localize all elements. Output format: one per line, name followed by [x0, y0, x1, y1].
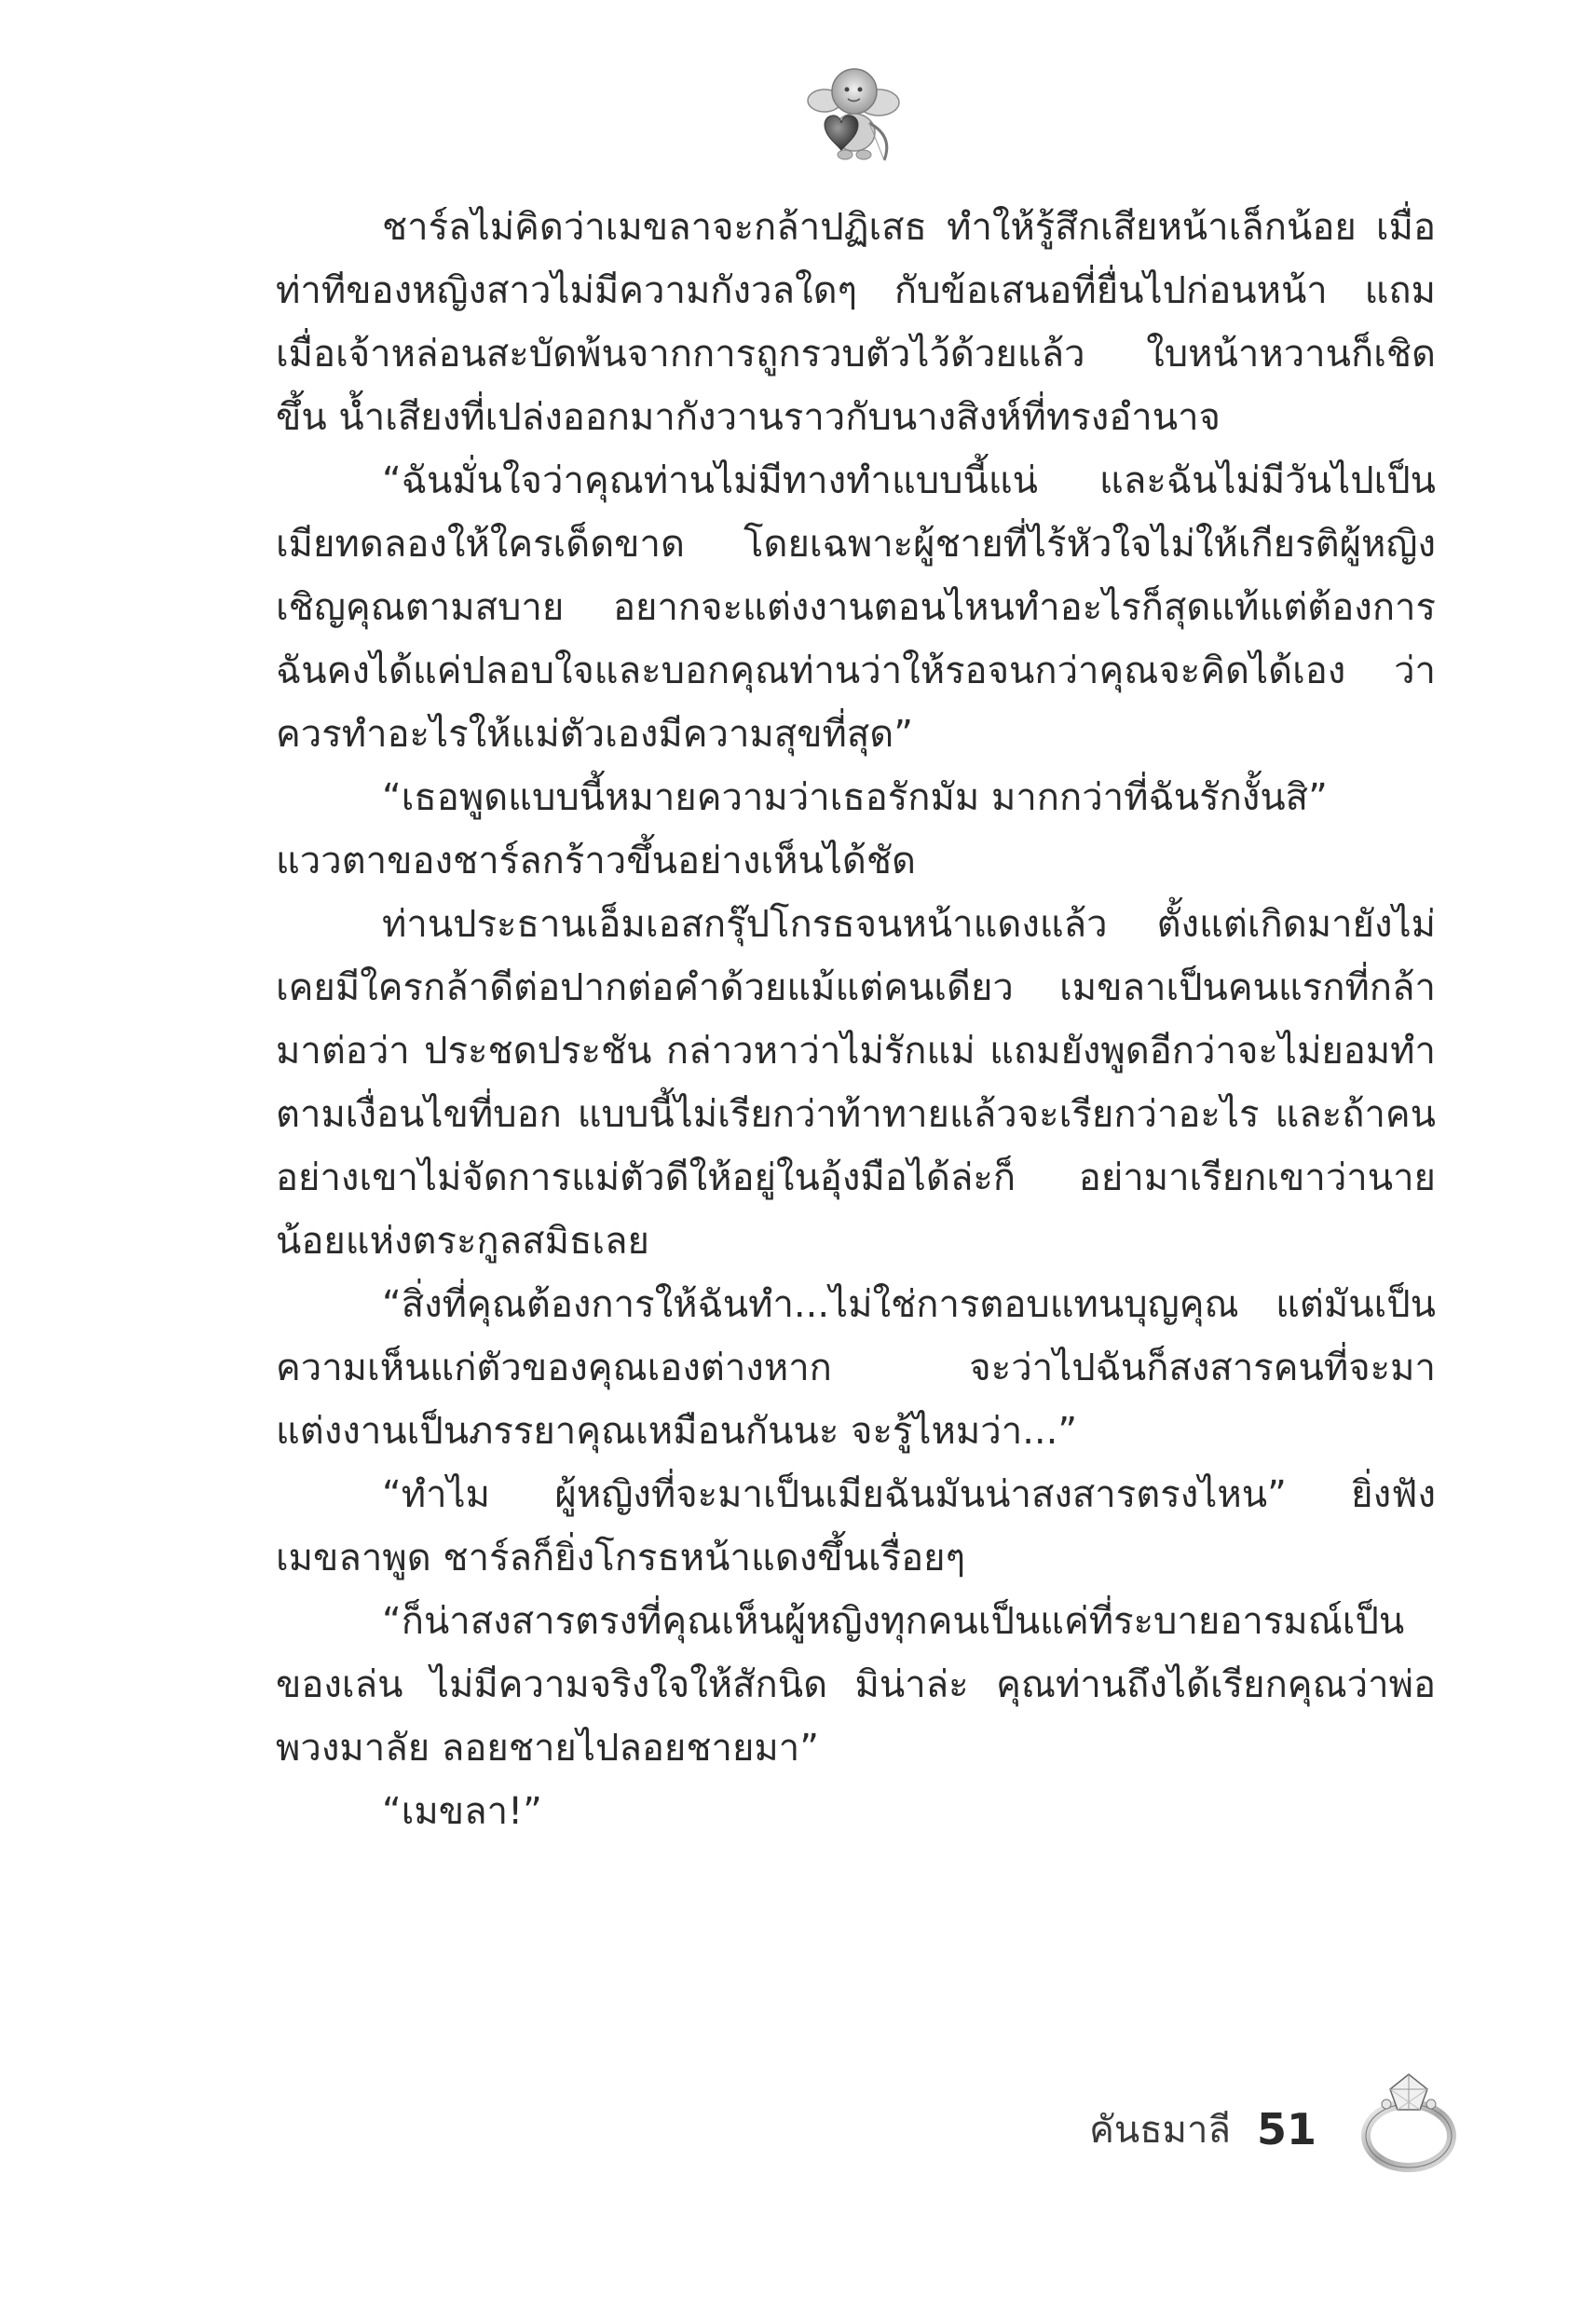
paragraph: “ฉันมั่นใจว่าคุณท่านไม่มีทางทำแบบนี้แน่ และฉันไม่มีวันไปเป็นเมียทดลองให้ใครเด็ดขาด โดยเฉพาะผู้ชายที่ไร้หัวใจไม่ให้เกียรติผู้หญิง เชิญคุณตามสบาย อยากจะแต่งงานตอนไหนทำอะไรก็สุดแท้แต่ต้องการ ฉันคงได้แค่ปลอบใจและบอกคุณท่านว่าให้รอจนกว่าคุณจะคิดได้เอง ว่าควรทำอะไรให้แม่ตัวเองมีความสุขที่สุด”	[276, 459, 1436, 756]
paragraph: “ก็น่าสงสารตรงที่คุณเห็นผู้หญิงทุกคนเป็นแค่ที่ระบายอารมณ์เป็นของเล่น ไม่มีความจริงใจให้สักนิด มิน่าล่ะ คุณท่านถึงได้เรียกคุณว่าพ่อพวงมาลัย ลอยชายไปลอยชายมา”	[276, 1600, 1436, 1770]
chapter-body-text	[276, 196, 1436, 1843]
paragraph: ชาร์ลไม่คิดว่าเมขลาจะกล้าปฏิเสธ ทำให้รู้สึกเสียหน้าเล็กน้อย เมื่อท่าทีของหญิงสาวไม่มีความกังวลใดๆ กับข้อเสนอที่ยื่นไปก่อนหน้า แถมเมื่อเจ้าหล่อนสะบัดพ้นจากการถูกรวบตัวไว้ด้วยแล้ว ใบหน้าหวานก็เชิดขึ้น น้ำเสียงที่เปล่งออกมากังวานราวกับนางสิงห์ที่ทรงอำนาจ	[276, 206, 1436, 439]
paragraph: ท่านประธานเอ็มเอสกรุ๊ปโกรธจนหน้าแดงแล้ว ตั้งแต่เกิดมายังไม่เคยมีใครกล้าดีต่อปากต่อคำด้วยแม้แต่คนเดียว เมขลาเป็นคนแรกที่กล้ามาต่อว่า ประชดประชัน กล่าวหาว่าไม่รักแม่ แถมยังพูดอีกว่าจะไม่ยอมทำตามเงื่อนไขที่บอก แบบนี้ไม่เรียกว่าท้าทายแล้วจะเรียกว่าอะไร และถ้าคนอย่างเขาไม่จัดการแม่ตัวดีให้อยู่ในอุ้งมือได้ล่ะก็ อย่ามาเรียกเขาว่านายน้อยแห่งตระกูลสมิธเลย	[276, 903, 1436, 1263]
page-footer	[1089, 2087, 1316, 2171]
paragraph: แววตาของชาร์ลกร้าวขึ้นอย่างเห็นได้ชัด	[276, 840, 917, 882]
paragraph: “สิ่งที่คุณต้องการให้ฉันทำ...ไม่ใช่การตอบแทนบุญคุณ แต่มันเป็นความเห็นแก่ตัวของคุณเองต่างหาก จะว่าไปฉันก็สงสารคนที่จะมาแต่งงานเป็นภรรยาคุณเหมือนกันนะ จะรู้ไหมว่า...”	[276, 1283, 1436, 1453]
paragraph: “เมขลา!”	[382, 1790, 542, 1833]
paragraph: “ทำไม ผู้หญิงที่จะมาเป็นเมียฉันมันน่าสงสารตรงไหน” ยิ่งฟังเมขลาพูด ชาร์ลก็ยิ่งโกรธหน้าแดงขึ้นเรื่อยๆ	[276, 1473, 1436, 1579]
cupid-with-heart-icon	[797, 58, 908, 170]
book-title: คันธมาลี	[1089, 2109, 1231, 2152]
paragraph: “เธอพูดแบบนี้หมายความว่าเธอรักมัม มากกว่าที่ฉันรักงั้นสิ”	[382, 776, 1328, 819]
page-number: 51	[1256, 2104, 1316, 2154]
diamond-ring-icon	[1351, 2067, 1472, 2179]
